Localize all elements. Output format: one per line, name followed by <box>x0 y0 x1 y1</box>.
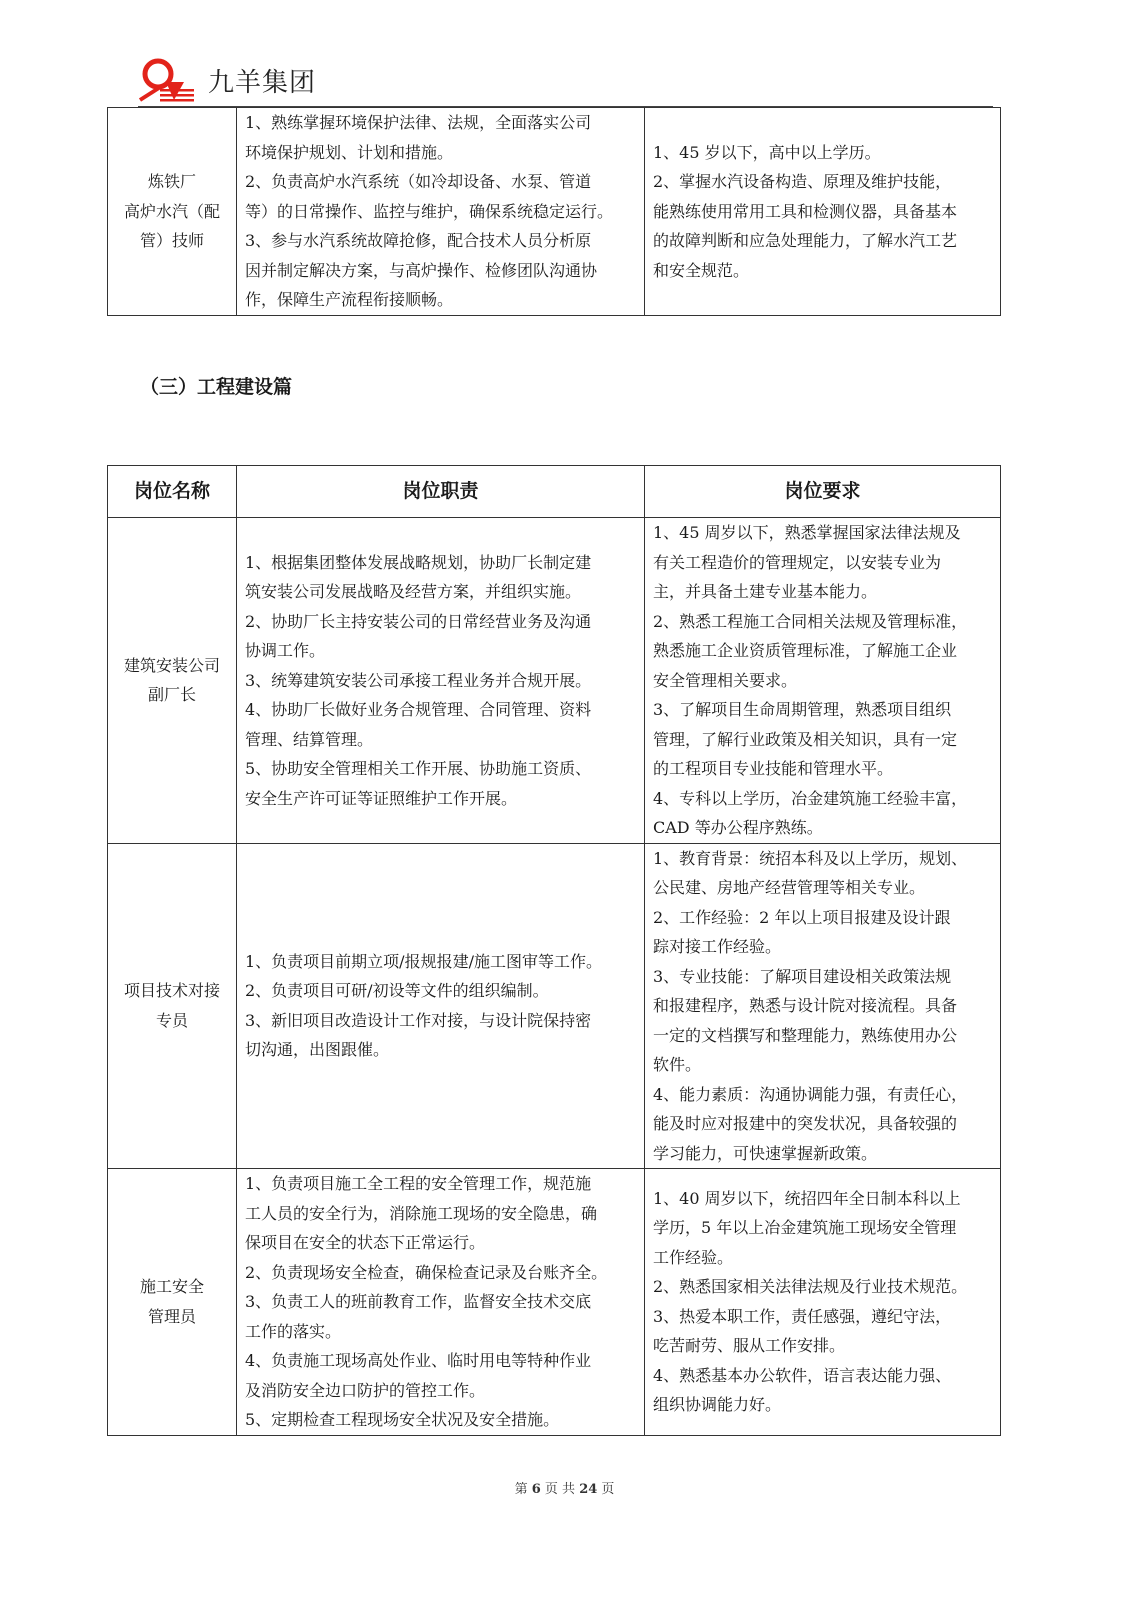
text-line: 建筑安装公司 <box>123 655 220 675</box>
text-line: 的工程项目专业技能和管理水平。 <box>653 759 894 778</box>
job-table-ironmaking <box>107 107 1001 316</box>
text-line: 2、掌握水汽设备构造、原理及维护技能， <box>653 172 952 191</box>
text-line: 吃苦耐劳、服从工作安排。 <box>653 1336 846 1356</box>
text-line: CAD 等办公程序熟练。 <box>653 818 823 837</box>
text-line: 专员 <box>155 1010 188 1030</box>
text-line: 2、工作经验：2 年以上项目报建及设计跟 <box>653 907 951 927</box>
text-line: 4、能力素质：沟通协调能力强，有责任心， <box>653 1084 968 1104</box>
text-line: 管理员 <box>147 1306 196 1326</box>
footer-middle: 页 共 <box>544 1482 576 1497</box>
text-line: 切沟通，出图跟催。 <box>245 1040 390 1060</box>
text-line: 工作经验。 <box>653 1247 734 1267</box>
table-row <box>108 518 1001 844</box>
text-line: 3、了解项目生命周期管理，熟悉项目组织 <box>653 700 952 719</box>
footer-prefix: 第 <box>514 1482 528 1497</box>
text-line: 施工安全 <box>139 1277 204 1297</box>
position-name-cell <box>108 1169 237 1436</box>
text-line: 高炉水汽（配 <box>123 201 220 221</box>
text-line: 主，并具备土建专业基本能力。 <box>653 582 878 601</box>
text-line: 工人员的安全行为，消除施工现场的安全隐患，确 <box>245 1203 598 1223</box>
text-line: 2、负责项目可研/初设等文件的组织编制。 <box>245 981 549 1001</box>
jiuyang-logo-icon <box>138 56 202 104</box>
header-position-name: 岗位名称 <box>108 466 237 518</box>
text-line: 3、热爱本职工作，责任感强，遵纪守法， <box>653 1306 952 1326</box>
text-line: 安全生产许可证等证照维护工作开展。 <box>245 788 518 808</box>
text-line: 2、熟悉工程施工合同相关法规及管理标准， <box>653 611 968 631</box>
text-line: 1、根据集团整体发展战略规划，协助厂长制定建 <box>245 552 592 572</box>
text-line: 炼铁厂 <box>147 172 196 191</box>
text-line: 3、参与水汽系统故障抢修，配合技术人员分析原 <box>245 231 592 250</box>
page-header <box>138 56 983 106</box>
text-line: 组织协调能力好。 <box>653 1395 782 1415</box>
text-line: 4、协助厂长做好业务合规管理、合同管理、资料 <box>245 700 592 719</box>
duties-cell <box>237 1169 645 1436</box>
header-requirements: 岗位要求 <box>645 466 1001 518</box>
text-line: 2、负责现场安全检查，确保检查记录及台账齐全。 <box>245 1262 608 1282</box>
text-line: 1、45 周岁以下，熟悉掌握国家法律法规及 <box>653 523 961 542</box>
text-line: 1、40 周岁以下，统招四年全日制本科以上 <box>653 1188 961 1208</box>
brand-name: 九羊集团 <box>208 68 317 98</box>
text-line: 和安全规范。 <box>653 260 750 280</box>
text-line: 4、专科以上学历，冶金建筑施工经验丰富， <box>653 788 968 808</box>
text-line: 及消防安全边口防护的管控工作。 <box>245 1380 486 1400</box>
text-line: 踪对接工作经验。 <box>653 937 782 956</box>
text-line: 2、熟悉国家相关法律法规及行业技术规范。 <box>653 1277 968 1297</box>
text-line: 项目技术对接 <box>123 981 220 1001</box>
footer-total-pages: 24 <box>579 1482 598 1497</box>
requirements-cell <box>645 108 1001 316</box>
table-header-row <box>108 466 1001 518</box>
text-line: 保项目在安全的状态下正常运行。 <box>245 1233 486 1252</box>
text-line: 1、教育背景：统招本科及以上学历，规划、 <box>653 848 968 868</box>
text-line: 1、熟练掌握环境保护法律、法规，全面落实公司 <box>245 113 592 132</box>
table-row <box>108 1169 1001 1436</box>
text-line: 工作的落实。 <box>245 1321 342 1341</box>
text-line: 能及时应对报建中的突发状况，具备较强的 <box>653 1114 958 1133</box>
text-line: 学历，5 年以上冶金建筑施工现场安全管理 <box>653 1218 957 1238</box>
text-line: 4、负责施工现场高处作业、临时用电等特种作业 <box>245 1351 592 1370</box>
duties-cell <box>237 518 645 844</box>
text-line: 熟悉施工企业资质管理标准，了解施工企业 <box>653 641 958 660</box>
text-line: 的故障判断和应急处理能力，了解水汽工艺 <box>653 231 958 250</box>
text-line: 协调工作。 <box>245 641 326 660</box>
table-row <box>108 108 1001 316</box>
text-line: 5、协助安全管理相关工作开展、协助施工资质、 <box>245 759 592 778</box>
text-line: 管理、结算管理。 <box>245 729 374 749</box>
text-line: 3、负责工人的班前教育工作，监督安全技术交底 <box>245 1292 592 1311</box>
text-line: 1、45 岁以下，高中以上学历。 <box>653 142 881 162</box>
requirements-cell <box>645 1169 1001 1436</box>
text-line: 1、负责项目前期立项/报规报建/施工图审等工作。 <box>245 951 602 971</box>
text-line: 等）的日常操作、监控与维护，确保系统稳定运行。 <box>245 201 614 221</box>
text-line: 有关工程造价的管理规定，以安装专业为 <box>653 552 942 572</box>
text-line: 3、统筹建筑安装公司承接工程业务并合规开展。 <box>245 670 592 690</box>
header-duties: 岗位职责 <box>237 466 645 518</box>
text-line: 筑安装公司发展战略及经营方案，并组织实施。 <box>245 582 582 601</box>
text-line: 环境保护规划、计划和措施。 <box>245 142 454 162</box>
page-footer <box>0 1478 1129 1497</box>
text-line: 5、定期检查工程现场安全状况及安全措施。 <box>245 1410 560 1429</box>
requirements-cell <box>645 843 1001 1169</box>
text-line: 能熟练使用常用工具和检测仪器，具备基本 <box>653 201 958 221</box>
duties-cell <box>237 843 645 1169</box>
text-line: 2、协助厂长主持安装公司的日常经营业务及沟通 <box>245 611 592 631</box>
text-line: 3、专业技能：了解项目建设相关政策法规 <box>653 966 952 986</box>
text-line: 因并制定解决方案，与高炉操作、检修团队沟通协 <box>245 260 598 280</box>
text-line: 3、新旧项目改造设计工作对接，与设计院保持密 <box>245 1010 592 1030</box>
text-line: 2、负责高炉水汽系统（如冷却设备、水泵、管道 <box>245 172 592 191</box>
text-line: 管理，了解行业政策及相关知识，具有一定 <box>653 729 958 749</box>
position-name-cell <box>108 108 237 316</box>
position-name-cell <box>108 518 237 844</box>
table-row <box>108 843 1001 1169</box>
text-line: 学习能力，可快速掌握新政策。 <box>653 1143 878 1163</box>
text-line: 作，保障生产流程衔接顺畅。 <box>245 290 454 309</box>
text-line: 安全管理相关要求。 <box>653 670 798 690</box>
footer-page-number: 6 <box>531 1482 541 1497</box>
text-line: 软件。 <box>653 1055 702 1074</box>
text-line: 一定的文档撰写和整理能力，熟练使用办公 <box>653 1025 958 1045</box>
footer-suffix: 页 <box>601 1482 615 1497</box>
requirements-cell <box>645 518 1001 844</box>
duties-cell <box>237 108 645 316</box>
text-line: 1、负责项目施工全工程的安全管理工作，规范施 <box>245 1174 592 1193</box>
position-name-cell <box>108 843 237 1169</box>
text-line: 公民建、房地产经营管理等相关专业。 <box>653 878 926 897</box>
text-line: 和报建程序，熟悉与设计院对接流程。具备 <box>653 996 958 1015</box>
job-table-engineering <box>107 465 1001 1436</box>
text-line: 副厂长 <box>147 685 196 705</box>
text-line: 4、熟悉基本办公软件，语言表达能力强、 <box>653 1365 952 1385</box>
text-line: 管）技师 <box>139 231 204 250</box>
section-title: （三）工程建设篇 <box>140 376 293 398</box>
